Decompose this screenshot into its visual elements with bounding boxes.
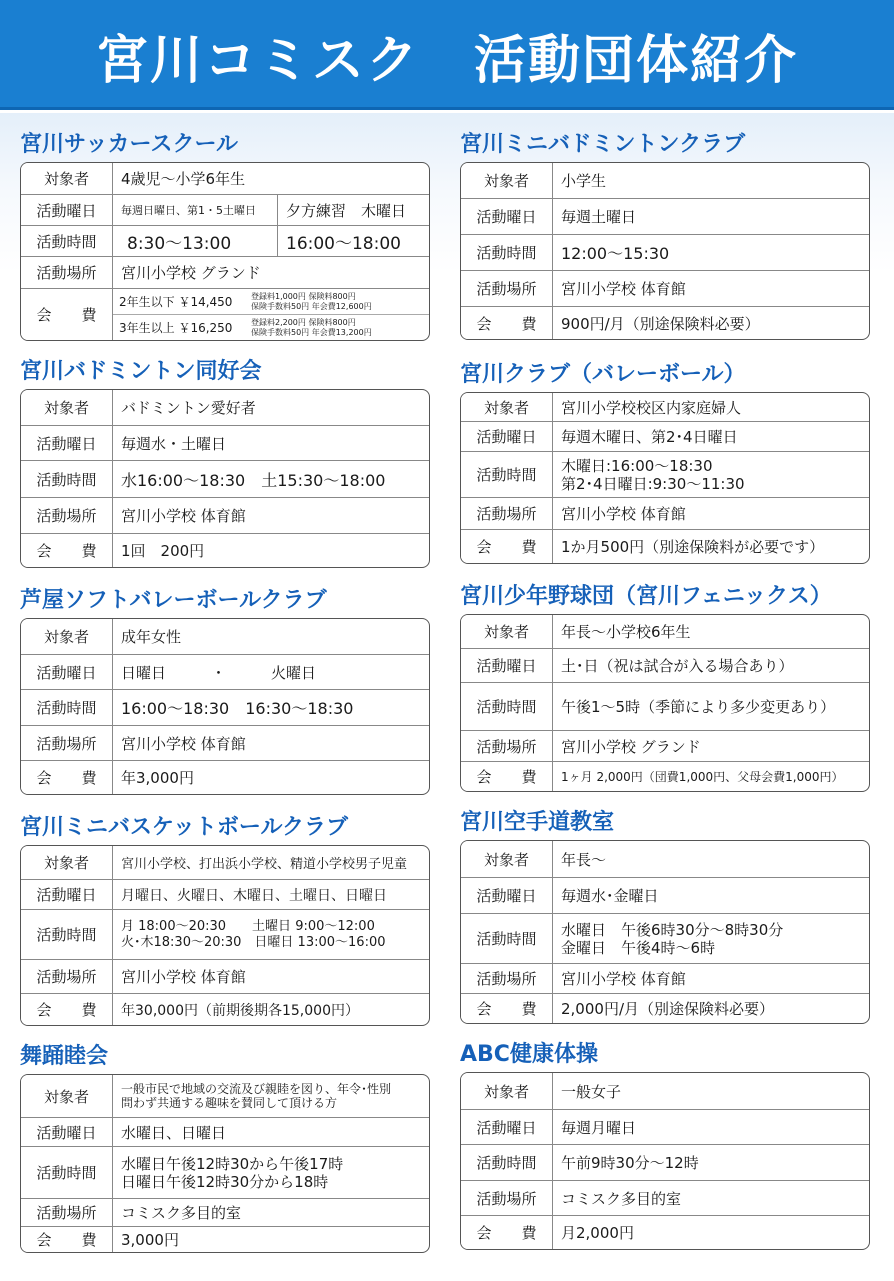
label-fee: 会 費 <box>461 307 553 339</box>
fee-lower-note-1: 登録料1,000円 保険料800円 <box>251 291 356 301</box>
club-title: 宮川バドミントン同好会 <box>20 359 262 384</box>
right-column <box>460 128 870 1250</box>
fee-upper-note-1: 登録料2,200円 保険料800円 <box>251 317 356 327</box>
label-place: 活動場所 <box>461 1181 553 1215</box>
label-target: 対象者 <box>461 841 553 877</box>
label-time: 活動時間 <box>461 683 553 730</box>
value-day: 土･日（祝は試合が入る場合あり） <box>561 657 794 675</box>
label-place: 活動場所 <box>21 498 113 533</box>
row-day <box>461 648 869 682</box>
club-title: 宮川クラブ（バレーボール） <box>460 362 746 387</box>
row-day <box>21 194 429 225</box>
row-fee <box>461 761 869 791</box>
label-time: 活動時間 <box>21 1147 113 1198</box>
label-place: 活動場所 <box>21 960 113 993</box>
row-fee <box>21 533 429 567</box>
label-time: 活動時間 <box>461 1145 553 1180</box>
club-baseball <box>460 580 870 792</box>
label-day: 活動曜日 <box>461 649 553 682</box>
value-time-line-1: 水曜日午後12時30から午後17時 <box>121 1154 344 1173</box>
row-day <box>21 654 429 689</box>
label-day: 活動曜日 <box>461 878 553 913</box>
fee-upper-amount: 3年生以上 ￥16,250 <box>119 321 233 335</box>
label-day: 活動曜日 <box>21 426 113 460</box>
label-target: 対象者 <box>21 1075 113 1117</box>
label-day: 活動曜日 <box>461 199 553 234</box>
club-badminton <box>20 355 430 568</box>
row-place <box>21 256 429 288</box>
row-time <box>461 913 869 963</box>
label-time: 活動時間 <box>21 690 113 725</box>
value-target: 宮川小学校、打出浜小学校、精道小学校男子児童 <box>121 857 408 872</box>
row-fee <box>21 760 429 794</box>
label-fee: 会 費 <box>461 530 553 563</box>
value-fee: 1か月500円（別途保険料が必要です） <box>561 538 825 556</box>
club-minibasket <box>20 811 430 1026</box>
row-day <box>461 198 869 234</box>
value-time-line-1: 水曜日 午後6時30分〜8時30分 <box>561 920 784 939</box>
left-column <box>20 128 430 1253</box>
row-time <box>461 451 869 497</box>
row-time <box>461 1144 869 1180</box>
club-info-table <box>460 1072 870 1250</box>
row-target <box>461 1073 869 1109</box>
label-target: 対象者 <box>461 1073 553 1109</box>
row-time <box>461 234 869 270</box>
value-time-a: 8:30〜13:00 <box>127 233 232 254</box>
value-time <box>113 910 429 959</box>
value-place: 宮川小学校 体育館 <box>121 968 246 986</box>
row-time <box>21 460 429 497</box>
label-day: 活動曜日 <box>21 195 113 225</box>
value-target <box>113 1075 429 1117</box>
value-time <box>113 1147 429 1198</box>
fee-line-lower <box>113 289 429 314</box>
value-day: 毎週土曜日 <box>561 208 637 226</box>
label-day: 活動曜日 <box>21 655 113 689</box>
value-time: 16:00〜18:30 16:30〜18:30 <box>121 699 354 718</box>
row-target <box>461 841 869 877</box>
value-day: 毎週水・土曜日 <box>121 434 227 453</box>
row-time <box>21 225 429 256</box>
label-place: 活動場所 <box>461 271 553 306</box>
value-place: 宮川小学校 体育館 <box>121 734 246 753</box>
label-time: 活動時間 <box>461 914 553 963</box>
row-place <box>461 1180 869 1215</box>
value-time-line-1: 月 18:00〜20:30 土曜日 9:00〜12:00 <box>121 918 375 934</box>
row-target <box>21 390 429 425</box>
club-abc <box>460 1038 870 1250</box>
club-info-table <box>20 1074 430 1253</box>
label-place: 活動場所 <box>21 726 113 760</box>
label-fee: 会 費 <box>21 534 113 567</box>
row-day <box>461 421 869 451</box>
value-time-line-2: 第2･4日曜日:9:30〜11:30 <box>561 474 745 493</box>
fee-line-upper <box>113 314 429 340</box>
fee-upper-note-2: 保険手数料50円 年会費13,200円 <box>251 327 372 337</box>
club-info-table <box>20 618 430 795</box>
value-place: コミスク多目的室 <box>561 1189 682 1208</box>
value-day: 毎週月曜日 <box>561 1118 637 1137</box>
value-place: 宮川小学校 体育館 <box>561 280 686 298</box>
label-place: 活動場所 <box>21 257 113 288</box>
label-place: 活動場所 <box>21 1199 113 1226</box>
label-target: 対象者 <box>461 163 553 198</box>
value-target: 成年女性 <box>121 628 182 646</box>
row-fee <box>21 288 429 340</box>
club-dance <box>20 1040 430 1253</box>
label-fee: 会 費 <box>461 762 553 791</box>
club-softvolley <box>20 584 430 795</box>
row-place <box>21 497 429 533</box>
value-target-line-2: 問わず共通する趣味を賛同して頂ける方 <box>121 1096 338 1110</box>
label-day: 活動曜日 <box>21 880 113 909</box>
value-fee: 3,000円 <box>121 1231 179 1249</box>
row-place <box>21 725 429 760</box>
value-target: 4歳児〜小学6年生 <box>121 170 246 188</box>
club-info-table <box>460 392 870 564</box>
club-title: 宮川サッカースクール <box>20 132 239 157</box>
fee-lower-note-2: 保険手数料50円 年会費12,600円 <box>251 301 372 311</box>
row-target <box>21 163 429 194</box>
label-place: 活動場所 <box>461 731 553 761</box>
page-header <box>0 0 894 110</box>
value-day-a: 毎週日曜日、第1・5土曜日 <box>121 204 256 217</box>
value-fee-split <box>113 289 429 340</box>
value-fee: 月2,000円 <box>561 1224 634 1242</box>
value-target: 一般女子 <box>561 1082 622 1101</box>
club-title: 宮川ミニバスケットボールクラブ <box>20 815 349 840</box>
row-place <box>21 1198 429 1226</box>
row-day <box>461 877 869 913</box>
row-target <box>461 163 869 198</box>
row-fee <box>461 1215 869 1249</box>
value-time <box>553 452 869 497</box>
row-target <box>461 393 869 421</box>
value-time <box>553 914 869 963</box>
label-day: 活動曜日 <box>21 1118 113 1146</box>
fee-upper-note <box>251 318 372 338</box>
row-day <box>21 425 429 460</box>
row-target <box>21 619 429 654</box>
club-info-table <box>20 845 430 1026</box>
label-day: 活動曜日 <box>461 422 553 451</box>
club-minibadminton <box>460 128 870 340</box>
fee-lower-amount: 2年生以下 ￥14,450 <box>119 295 233 309</box>
row-fee <box>461 306 869 339</box>
label-day: 活動曜日 <box>461 1110 553 1144</box>
club-karate <box>460 806 870 1024</box>
club-title: 宮川少年野球団（宮川フェニックス） <box>460 584 832 609</box>
value-day-b: 夕方練習 木曜日 <box>277 195 414 225</box>
club-volley <box>460 358 870 564</box>
value-place: 宮川小学校 体育館 <box>121 507 246 525</box>
label-target: 対象者 <box>21 390 113 425</box>
label-fee: 会 費 <box>21 1227 113 1252</box>
club-info-table <box>20 162 430 341</box>
value-target: 宮川小学校校区内家庭婦人 <box>561 398 742 417</box>
label-time: 活動時間 <box>461 235 553 270</box>
label-time: 活動時間 <box>21 226 113 256</box>
label-target: 対象者 <box>461 615 553 648</box>
label-fee: 会 費 <box>21 761 113 794</box>
row-fee <box>21 1226 429 1252</box>
row-place <box>461 497 869 529</box>
row-day <box>21 1117 429 1146</box>
row-time <box>21 909 429 959</box>
row-target <box>21 846 429 879</box>
row-time <box>21 1146 429 1198</box>
value-target: バドミントン愛好者 <box>121 399 256 417</box>
value-target-line-1: 一般市民で地域の交流及び親睦を図り、年令･性別 <box>121 1081 392 1096</box>
row-place <box>21 959 429 993</box>
label-place: 活動場所 <box>461 964 553 993</box>
value-time-split <box>113 226 429 256</box>
label-place: 活動場所 <box>461 498 553 529</box>
value-day: 月曜日、火曜日、木曜日、土曜日、日曜日 <box>121 887 387 904</box>
value-time: 午前9時30分〜12時 <box>561 1154 699 1172</box>
label-time: 活動時間 <box>21 461 113 497</box>
club-info-table <box>460 162 870 340</box>
value-place: コミスク多目的室 <box>121 1204 242 1222</box>
label-time: 活動時間 <box>21 910 113 959</box>
page-title: 宮川コミスク 活動団体紹介 <box>95 31 798 91</box>
value-time: 午後1〜5時（季節により多少変更あり） <box>561 698 836 716</box>
club-title: 宮川空手道教室 <box>460 810 615 835</box>
row-time <box>461 682 869 730</box>
label-target: 対象者 <box>21 619 113 654</box>
value-target: 小学生 <box>561 172 607 190</box>
value-time: 12:00〜15:30 <box>561 244 670 263</box>
value-time: 水16:00〜18:30 土15:30〜18:00 <box>121 470 386 490</box>
label-target: 対象者 <box>21 163 113 194</box>
row-place <box>461 730 869 761</box>
value-fee: 年30,000円（前期後期各15,000円） <box>121 1002 359 1019</box>
club-info-table <box>20 389 430 568</box>
label-fee: 会 費 <box>461 994 553 1023</box>
value-day: 毎週水･金曜日 <box>561 887 659 905</box>
value-fee: 1回 200円 <box>121 542 205 560</box>
label-target: 対象者 <box>461 393 553 421</box>
value-time-line-2: 日曜日午後12時30分から18時 <box>121 1172 329 1191</box>
label-fee: 会 費 <box>21 289 113 340</box>
club-soccer <box>20 128 430 341</box>
row-day <box>461 1109 869 1144</box>
value-fee: 1ヶ月 2,000円（団費1,000円、父母会費1,000円） <box>561 770 844 784</box>
fee-lower-note <box>251 292 372 312</box>
value-place: 宮川小学校 グランド <box>561 737 701 756</box>
value-fee: 900円/月（別途保険料必要） <box>561 314 760 333</box>
label-fee: 会 費 <box>21 994 113 1025</box>
value-place: 宮川小学校 体育館 <box>561 970 686 988</box>
row-place <box>461 270 869 306</box>
value-time-line-1: 木曜日:16:00〜18:30 <box>561 456 713 475</box>
value-fee: 年3,000円 <box>121 769 194 787</box>
row-time <box>21 689 429 725</box>
club-info-table <box>460 840 870 1024</box>
value-time-line-2: 火･木18:30〜20:30 日曜日 13:00〜16:00 <box>121 934 386 950</box>
value-place: 宮川小学校 体育館 <box>561 505 686 523</box>
value-time-b: 16:00〜18:00 <box>277 226 409 256</box>
row-target <box>21 1075 429 1117</box>
label-time: 活動時間 <box>461 452 553 497</box>
row-target <box>461 615 869 648</box>
value-target: 年長〜 <box>561 850 607 869</box>
row-fee <box>461 993 869 1023</box>
value-fee: 2,000円/月（別途保険料必要） <box>561 1000 774 1018</box>
value-day: 毎週木曜日、第2･4日曜日 <box>561 428 738 446</box>
row-fee <box>461 529 869 563</box>
club-info-table <box>460 614 870 792</box>
value-day: 水曜日、日曜日 <box>121 1123 227 1142</box>
value-target: 年長〜小学校6年生 <box>561 623 691 641</box>
club-title: 舞踊睦会 <box>20 1044 109 1069</box>
club-title: ABC健康体操 <box>460 1042 598 1067</box>
row-fee <box>21 993 429 1025</box>
value-day: 日曜日 ・ 火曜日 <box>121 663 317 682</box>
value-day-split <box>113 195 429 225</box>
label-fee: 会 費 <box>461 1216 553 1249</box>
row-place <box>461 963 869 993</box>
club-title: 宮川ミニバドミントンクラブ <box>460 132 746 157</box>
value-time-line-2: 金曜日 午後4時〜6時 <box>561 938 716 957</box>
value-place: 宮川小学校 グランド <box>121 264 261 282</box>
club-title: 芦屋ソフトバレーボールクラブ <box>20 588 327 613</box>
row-day <box>21 879 429 909</box>
label-target: 対象者 <box>21 846 113 879</box>
